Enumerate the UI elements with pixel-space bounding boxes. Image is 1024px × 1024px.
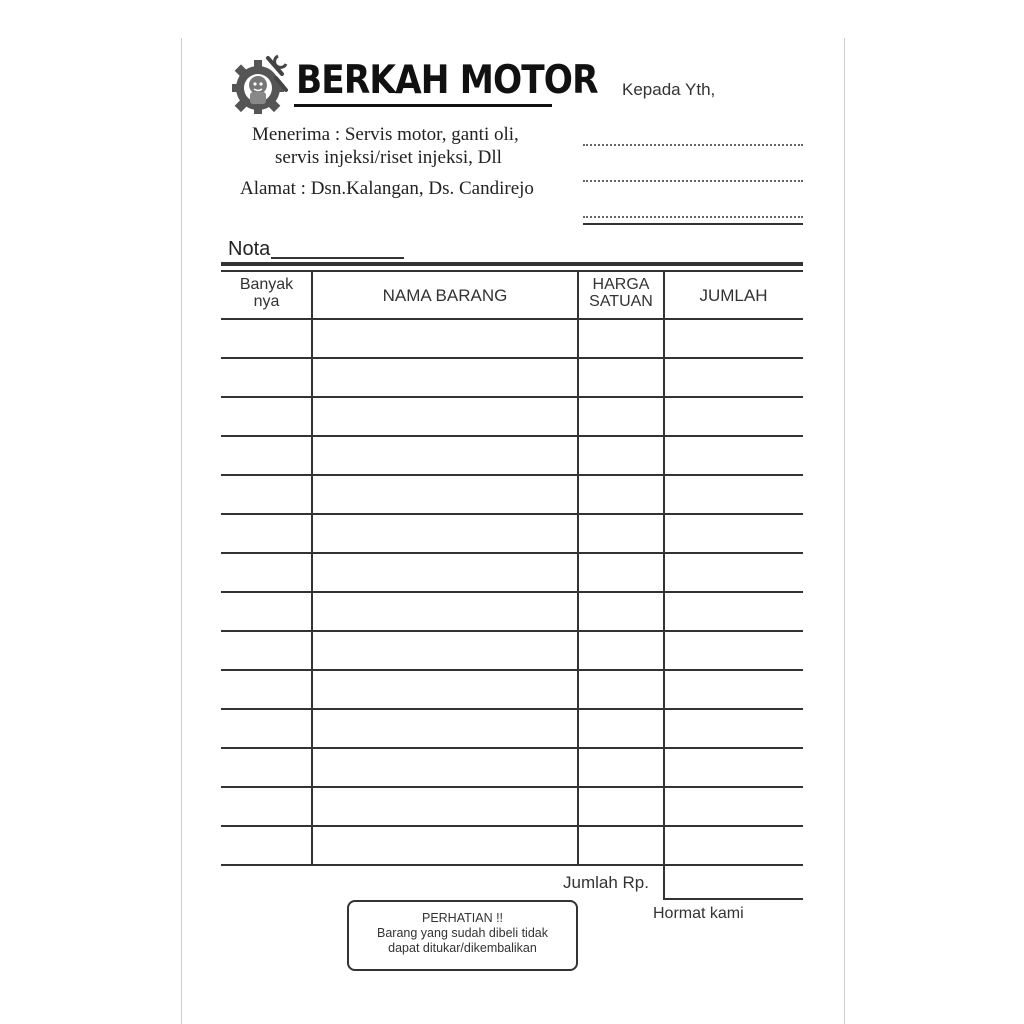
table-row (221, 591, 803, 593)
col-header-price: HARGA SATUAN (589, 276, 653, 310)
table-row (221, 396, 803, 398)
signature-label: Hormat kami (653, 905, 744, 922)
col-divider-3 (663, 272, 665, 900)
brand-name: BERKAH MOTOR (296, 58, 598, 103)
gear-mechanic-logo-icon (228, 52, 292, 116)
brand-underline (294, 104, 552, 107)
table-top-thin-line (221, 270, 803, 272)
table-row (221, 747, 803, 749)
total-label: Jumlah Rp. (563, 873, 649, 892)
nota-number-line (271, 257, 404, 259)
notice-box (347, 900, 578, 971)
services-line-2: servis injeksi/riset injeksi, Dll (275, 147, 502, 168)
header-bottom-line (221, 318, 803, 320)
table-row (221, 786, 803, 788)
col-divider-2 (577, 272, 579, 864)
table-row (221, 825, 803, 827)
recipient-line-1 (583, 144, 803, 146)
table-row (221, 552, 803, 554)
table-row (221, 357, 803, 359)
table-row (221, 669, 803, 671)
table-row (221, 864, 803, 866)
address-line: Alamat : Dsn.Kalangan, Ds. Candirejo (240, 178, 534, 199)
col-header-qty: Banyak nya (239, 276, 294, 310)
table-row (221, 435, 803, 437)
col-header-total: JUMLAH (699, 286, 768, 305)
recipient-solid-line (583, 223, 803, 225)
table-row (221, 630, 803, 632)
recipient-label: Kepada Yth, (622, 80, 716, 99)
table-row (221, 708, 803, 710)
col-divider-1 (311, 272, 313, 864)
notice-title: PERHATIAN !! (421, 911, 504, 925)
table-row (221, 513, 803, 515)
recipient-line-2 (583, 180, 803, 182)
total-box-bottom (664, 898, 803, 900)
notice-line-2: dapat ditukar/dikembalikan (388, 941, 537, 955)
recipient-line-3 (583, 216, 803, 218)
services-line-1: Menerima : Servis motor, ganti oli, (252, 124, 519, 145)
table-top-thick-line (221, 262, 803, 266)
notice-line-1: Barang yang sudah dibeli tidak (377, 926, 548, 940)
table-row (221, 474, 803, 476)
col-header-name: NAMA BARANG (382, 286, 508, 305)
nota-label: Nota (228, 238, 271, 260)
